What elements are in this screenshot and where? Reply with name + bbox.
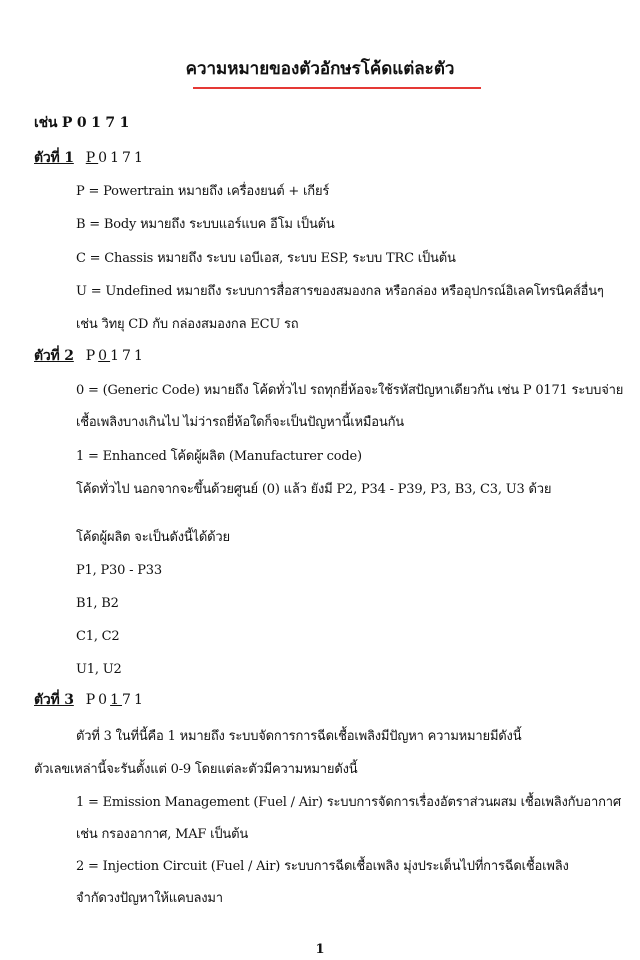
- section-3-line-2: ตัวเลขเหล่านี้จะรันตั้งแต่ 0-9 โดยแต่ละตัวมีความหมายดังนี้: [34, 762, 358, 777]
- section-2-line-1: 0 = (Generic Code) หมายถึง โค้ดทั่วไป รถทุกยี่ห้อจะใช้รหัสปัญหาเดียวกัน เช่น P 0171 ระบบจ่าย: [76, 383, 624, 398]
- section-3-line-3: 1 = Emission Management (Fuel / Air) ระบบการจัดการเรื่องอัตราส่วนผสม เชื้อเพลิงกับอากาศ: [76, 795, 621, 810]
- section-2-line-4: โค้ดทั่วไป นอกจากจะขึ้นด้วยศูนย์ (0) แล้ว ยังมี P2, P34 - P39, P3, B3, C3, U3 ด้วย: [76, 482, 552, 497]
- section-3-line-1: ตัวที่ 3 ในที่นี้คือ 1 หมายถึง ระบบจัดการการฉีดเชื้อเพลิงมีปัญหา ความหมายมีดังนี้: [76, 729, 522, 744]
- section-2-line-9: U1, U2: [76, 662, 122, 677]
- example-code: เช่น P 0 1 7 1: [34, 115, 130, 131]
- section-2-heading-row: [34, 347, 146, 366]
- section-1-line-1: P = Powertrain หมายถึง เครื่องยนต์ + เกียร์: [76, 184, 330, 199]
- section-3-heading: ตัวที่ 3: [34, 692, 74, 708]
- page-number: 1: [315, 942, 325, 957]
- section-2-line-5: โค้ดผู้ผลิต จะเป็นดังนี้ได้ด้วย: [76, 530, 230, 545]
- section-1-heading: ตัวที่ 1: [34, 150, 74, 166]
- section-3-heading-row: [34, 691, 146, 710]
- section-2-line-6: P1, P30 - P33: [76, 563, 162, 578]
- section-2-code: P0171: [85, 348, 146, 364]
- section-1-line-4: U = Undefined หมายถึง ระบบการสื่อสารของสมองกล หรือกล่อง หรืออุปกรณ์อิเลคโทรนิคส์อื่นๆ: [76, 284, 604, 299]
- section-2-line-3: 1 = Enhanced โค้ดผู้ผลิต (Manufacturer code): [76, 449, 362, 464]
- title-underline: [193, 87, 481, 89]
- section-3-line-6: จำกัดวงปัญหาให้แคบลงมา: [76, 891, 223, 906]
- section-1-line-5: เช่น วิทยุ CD กับ กล่องสมองกล ECU รถ: [76, 317, 299, 332]
- section-3-code: P0171: [85, 692, 146, 708]
- page-title: ความหมายของตัวอักษรโค้ดแต่ละตัว: [185, 59, 455, 79]
- section-1-line-3: C = Chassis หมายถึง ระบบ เอบีเอส, ระบบ ESP, ระบบ TRC เป็นต้น: [76, 251, 456, 266]
- section-3-line-4: เช่น กรองอากาศ, MAF เป็นต้น: [76, 827, 249, 842]
- section-1-line-2: B = Body หมายถึง ระบบแอร์แบค อีโม เป็นต้น: [76, 217, 335, 232]
- section-2-heading: ตัวที่ 2: [34, 348, 74, 364]
- section-3-line-5: 2 = Injection Circuit (Fuel / Air) ระบบการฉีดเชื้อเพลิง มุ่งประเด็นไปที่การฉีดเชื้อเพลิง: [76, 859, 569, 874]
- section-2-line-8: C1, C2: [76, 629, 120, 644]
- section-1-code: P0171: [85, 150, 146, 166]
- section-1-heading-row: [34, 149, 146, 168]
- section-2-line-2: เชื้อเพลิงบางเกินไป ไม่ว่ารถยี่ห้อใดก็จะเป็นปัญหานี้เหมือนกัน: [76, 415, 404, 430]
- section-2-line-7: B1, B2: [76, 596, 119, 611]
